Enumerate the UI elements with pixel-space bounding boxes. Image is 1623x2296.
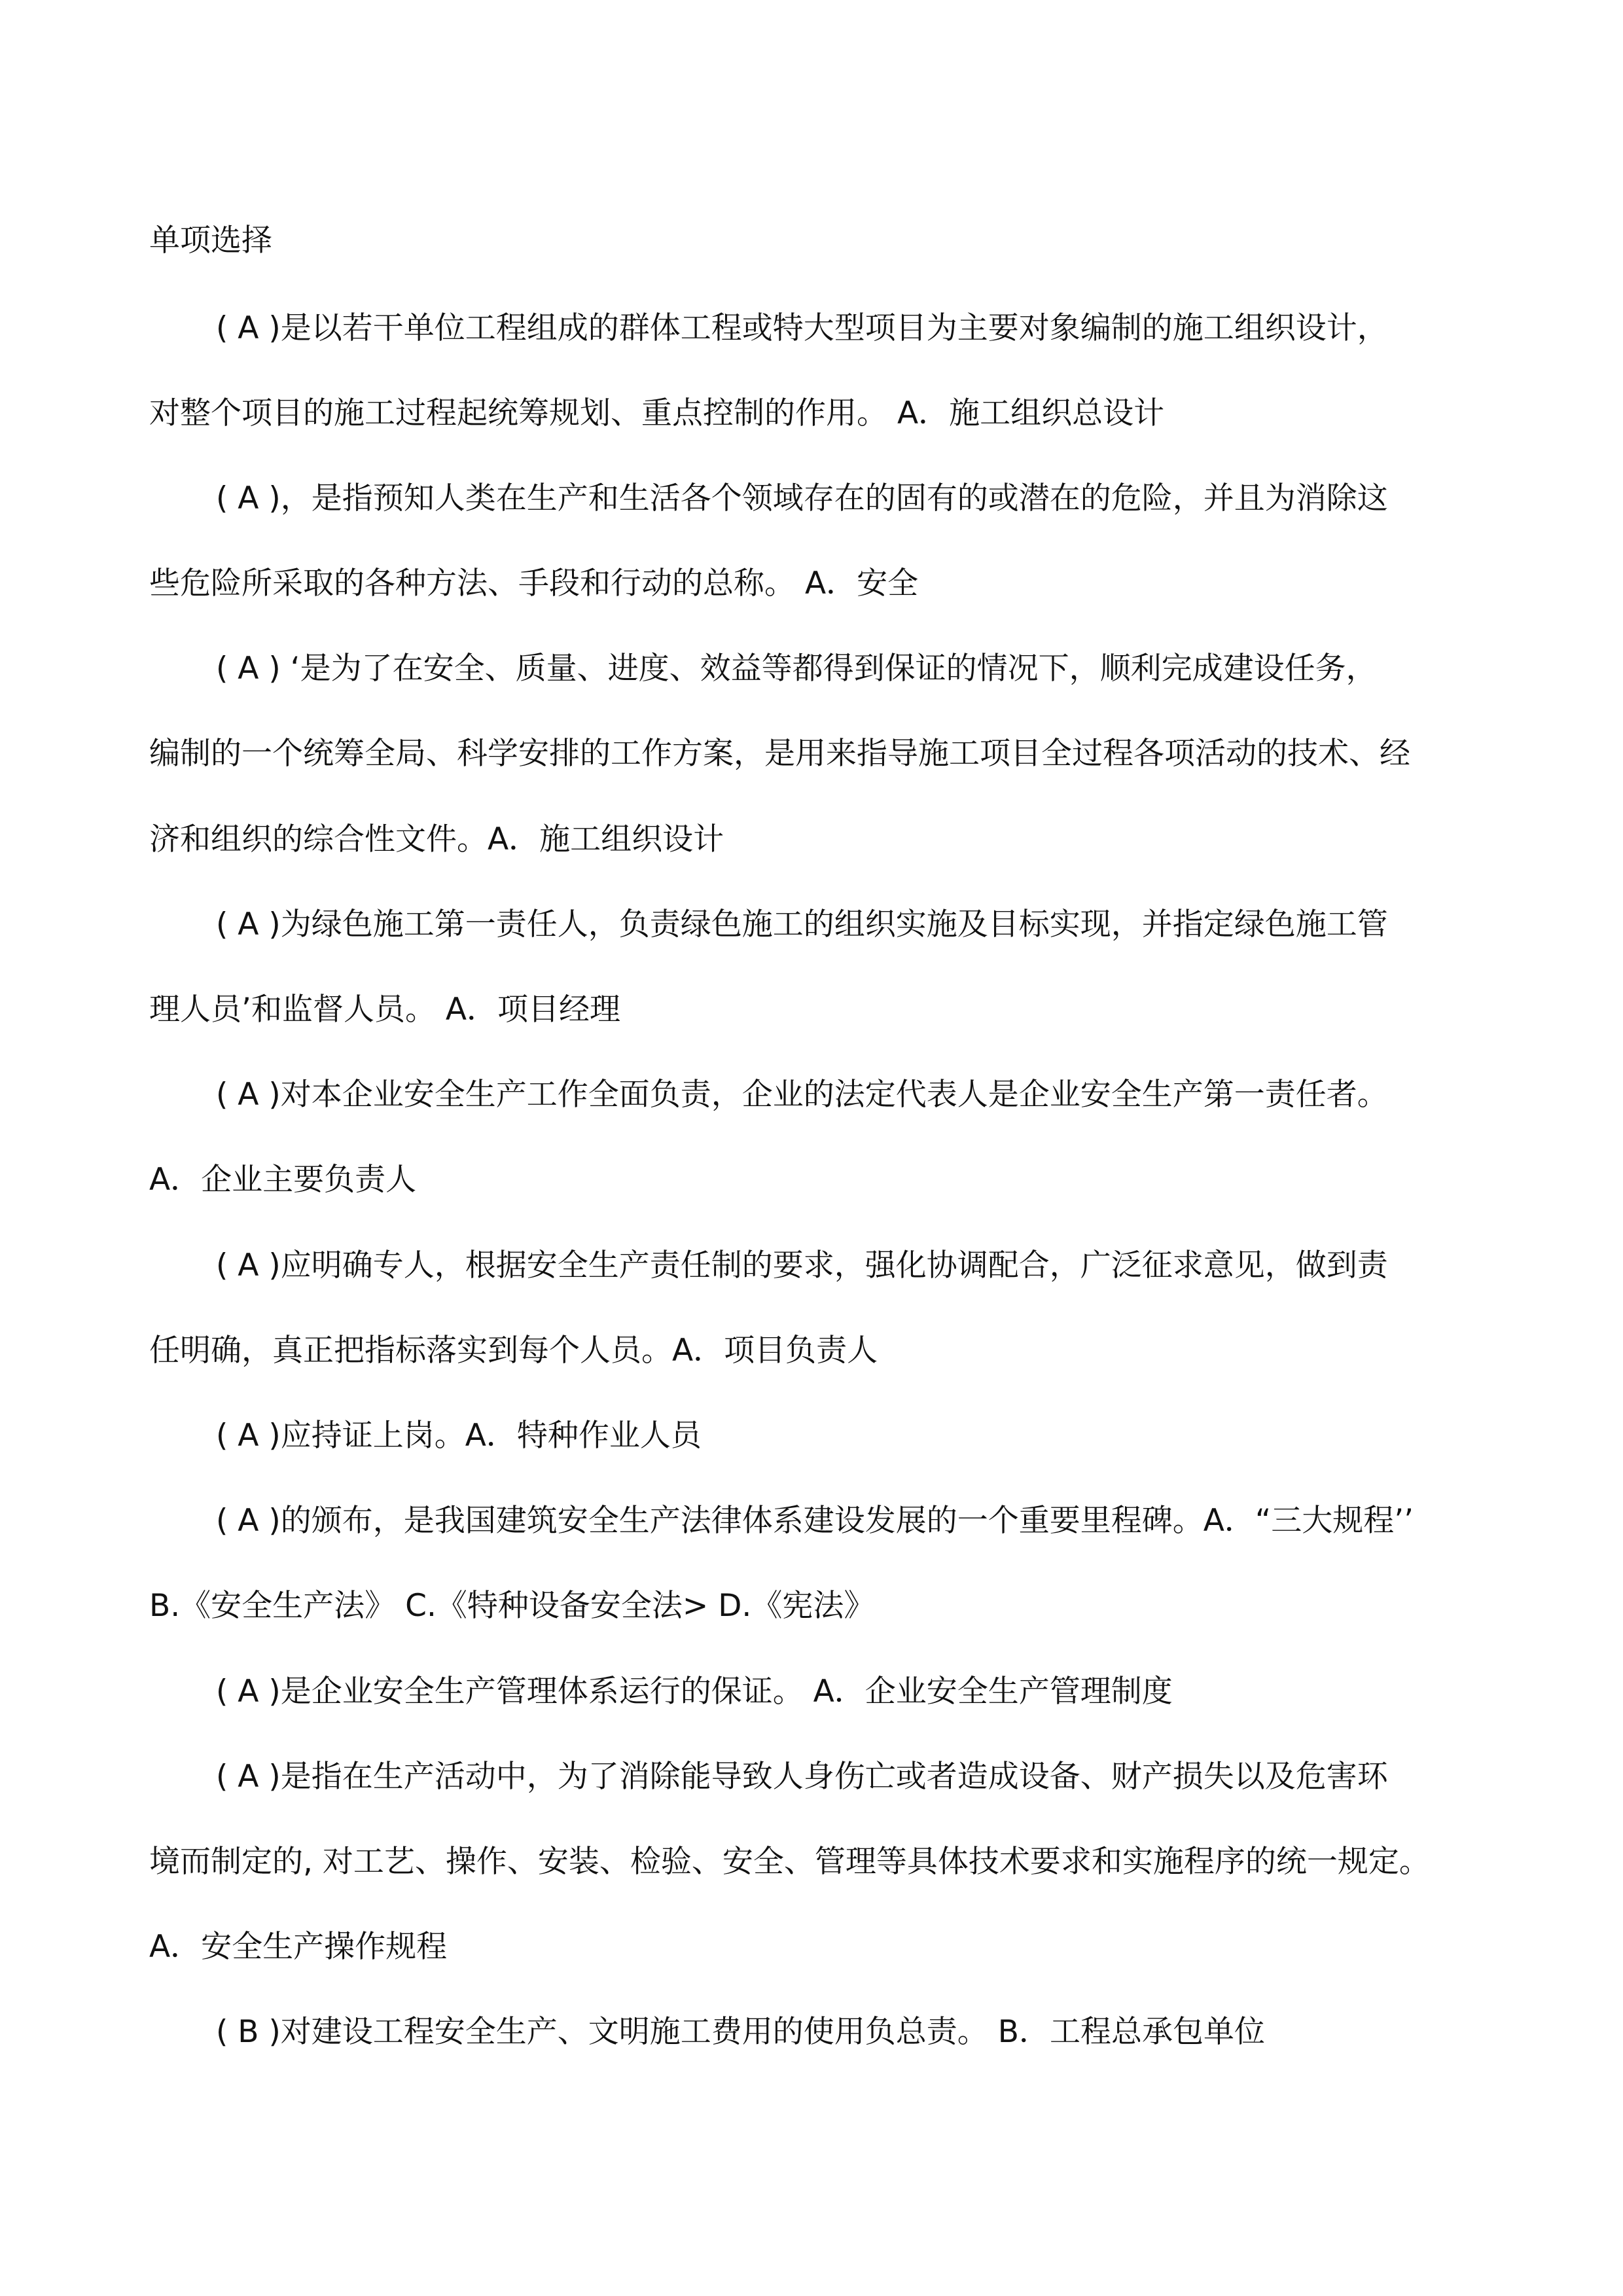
question-line: 编制的一个统筹全局、科学安排的工作方案，是用来指导施工项目全过程各项活动的技术、经 (149, 736, 1410, 772)
question-line: A．安全生产操作规程 (149, 1929, 448, 1965)
question-line: 任明确，真正把指标落实到每个人员。A．项目负责人 (149, 1333, 878, 1369)
question-line: 境而制定的, 对工艺、操作、安装、检验、安全、管理等具体技术要求和实施程序的统一规定。 (149, 1844, 1430, 1880)
question-line: ( A )对本企业安全生产工作全面负责，企业的法定代表人是企业安全生产第一责任者。 (216, 1077, 1388, 1113)
question-line: 理人员’和监督人员。 A．项目经理 (149, 992, 621, 1028)
question-line: ( A )的颁布，是我国建筑安全生产法律体系建设发展的一个重要里程碑。A．“三大规程’’ (216, 1503, 1414, 1539)
question-line: 些危险所采取的各种方法、手段和行动的总称。 A．安全 (149, 565, 919, 601)
question-line: ( A )，是指预知人类在生产和生活各个领域存在的固有的或潜在的危险，并且为消除这 (216, 480, 1388, 516)
question-line: A．企业主要负责人 (149, 1162, 417, 1198)
question-line: B.《安全生产法》 C.《特种设备安全法> D.《宪法》 (149, 1588, 875, 1624)
question-line: ( A )为绿色施工第一责任人，负责绿色施工的组织实施及目标实现，并指定绿色施工管 (216, 906, 1388, 942)
question-line: ( A )应持证上岗。A．特种作业人员 (216, 1418, 702, 1454)
question-line: ( A )是以若干单位工程组成的群体工程或特大型项目为主要对象编制的施工组织设计， (216, 310, 1388, 346)
question-line: ( B )对建设工程安全生产、文明施工费用的使用负总责。 B．工程总承包单位 (216, 2014, 1265, 2050)
question-line: ( A ) ‘是为了在安全、质量、进度、效益等都得到保证的情况下，顺利完成建设任务， (216, 651, 1377, 687)
section-title: 单项选择 (149, 223, 272, 259)
question-line: 济和组织的综合性文件。A．施工组织设计 (149, 821, 724, 857)
question-line: 对整个项目的施工过程起统筹规划、重点控制的作用。 A．施工组织总设计 (149, 395, 1165, 431)
question-line: ( A )是企业安全生产管理体系运行的保证。 A．企业安全生产管理制度 (216, 1674, 1173, 1710)
question-line: ( A )是指在生产活动中，为了消除能导致人身伤亡或者造成设备、财产损失以及危害环 (216, 1759, 1388, 1795)
question-line: ( A )应明确专人，根据安全生产责任制的要求，强化协调配合，广泛征求意见，做到责 (216, 1247, 1388, 1283)
